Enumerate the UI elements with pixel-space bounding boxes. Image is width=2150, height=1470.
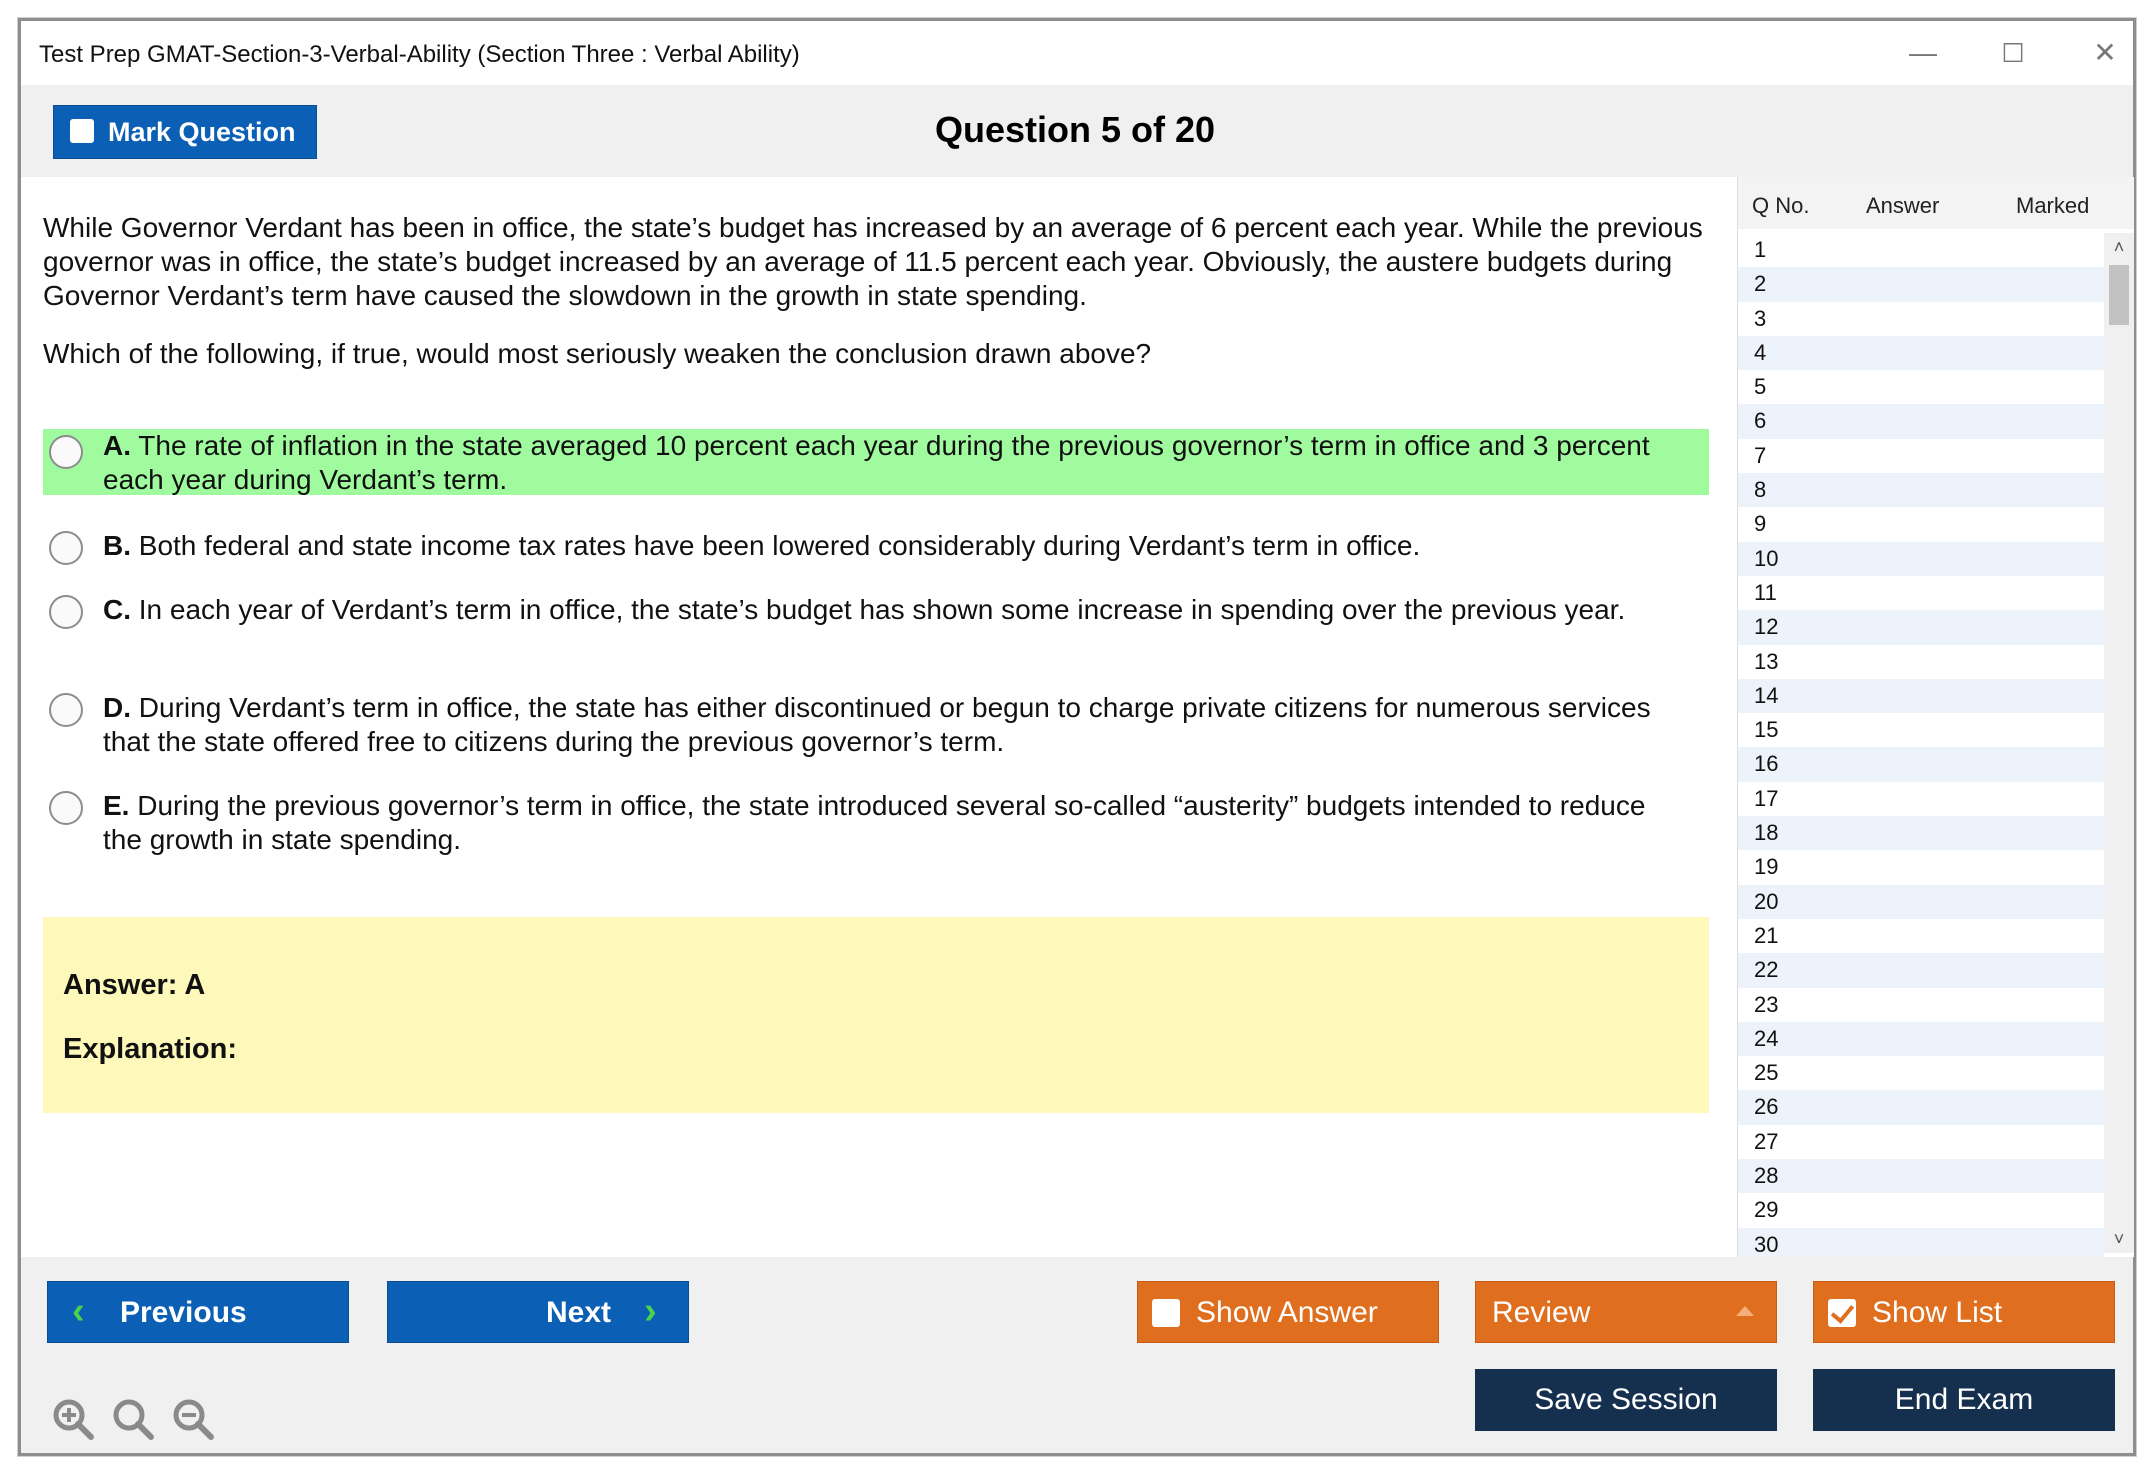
show-list-button[interactable]	[1813, 1281, 2115, 1343]
radio-option-e[interactable]	[49, 791, 83, 825]
question-number: 17	[1754, 785, 1779, 811]
radio-option-d[interactable]	[49, 693, 83, 727]
scroll-up-icon[interactable]: ˄	[2113, 237, 2125, 257]
show-answer-label: Show Answer	[1196, 1296, 1378, 1329]
app-window	[18, 18, 2136, 1456]
question-list-row[interactable]	[1738, 1090, 2104, 1124]
question-number: 22	[1754, 957, 1779, 983]
question-number: 5	[1754, 374, 1767, 400]
question-list-row[interactable]	[1738, 782, 2104, 816]
question-list-row[interactable]	[1738, 370, 2104, 404]
chevron-right-icon: ›	[644, 1290, 657, 1332]
save-session-button[interactable]	[1475, 1369, 1777, 1431]
question-list-row[interactable]	[1738, 816, 2104, 850]
question-number: 15	[1754, 717, 1779, 743]
question-list-row[interactable]	[1738, 679, 2104, 713]
question-number: 20	[1754, 888, 1779, 914]
chevron-left-icon: ‹	[72, 1290, 85, 1332]
question-prompt: Which of the following, if true, would most seriously weaken the conclusion drawn above?	[43, 338, 1152, 369]
maximize-icon[interactable]: ☐	[2001, 38, 2025, 68]
question-number: 6	[1754, 408, 1767, 434]
question-number: 21	[1754, 922, 1779, 948]
question-number: 12	[1754, 614, 1779, 640]
question-list-row[interactable]	[1738, 439, 2104, 473]
question-number: 26	[1754, 1094, 1779, 1120]
show-answer-button[interactable]	[1137, 1281, 1439, 1343]
option-a-text: The rate of inflation in the state averaged 10 percent each year during the previous governor’s term in office and 3 percent each year during Verdant’s term.	[103, 430, 1650, 495]
question-number: 14	[1754, 682, 1779, 708]
question-number: 10	[1754, 545, 1779, 571]
column-answer[interactable]: Answer	[1866, 193, 1940, 218]
zoom-in-icon[interactable]	[51, 1397, 95, 1441]
option-c-letter: C.	[103, 594, 131, 625]
question-number: 16	[1754, 751, 1779, 777]
question-number: 2	[1754, 271, 1767, 297]
option-d[interactable]	[43, 691, 1709, 761]
option-b[interactable]	[43, 529, 1709, 569]
minimize-icon[interactable]: —	[1909, 37, 1937, 68]
option-d-text: During Verdant’s term in office, the state has either discontinued or begun to charge private citizens for numerous services that the state offered free to citizens during the previous governor’s term.	[103, 692, 1651, 757]
question-list-header	[1738, 177, 2134, 229]
question-number: 9	[1754, 511, 1767, 537]
question-number: 27	[1754, 1128, 1779, 1154]
question-number: 1	[1754, 237, 1767, 262]
question-list	[1738, 233, 2104, 1262]
question-number: 30	[1754, 1231, 1779, 1257]
option-e-letter: E.	[103, 790, 130, 821]
question-number: 18	[1754, 820, 1779, 846]
question-number: 8	[1754, 477, 1767, 503]
question-list-scrollbar[interactable]	[2104, 233, 2134, 1253]
option-a[interactable]	[43, 429, 1709, 495]
question-list-row[interactable]	[1738, 404, 2104, 438]
question-number: 4	[1754, 339, 1767, 365]
mark-question-label: Mark Question	[108, 117, 296, 147]
question-number: 23	[1754, 991, 1779, 1017]
option-e-text: During the previous governor’s term in office, the state introduced several so-called “austerity” budgets intended to reduce the growth in state spending.	[103, 790, 1646, 855]
window-title: Test Prep GMAT-Section-3-Verbal-Ability (Section Three : Verbal Ability)	[39, 41, 800, 68]
question-list-row[interactable]	[1738, 747, 2104, 781]
question-stem: While Governor Verdant has been in office, the state’s budget has increased by an average of 6 percent each year. While the previous governor was in office, the state’s budget increased by an average of 11.5 percent each year. Obviously, the austere budgets during Governor Verdant’s term have caused the slowdown in the growth in state spending.	[43, 212, 1703, 311]
question-number: 25	[1754, 1060, 1779, 1086]
next-button[interactable]	[387, 1281, 689, 1343]
question-number: 29	[1754, 1197, 1779, 1223]
review-label: Review	[1492, 1296, 1591, 1329]
save-session-label: Save Session	[1534, 1383, 1718, 1416]
question-list-row[interactable]	[1738, 885, 2104, 919]
explanation-label: Explanation:	[63, 1033, 238, 1065]
question-list-row[interactable]	[1738, 850, 2104, 884]
next-label: Next	[546, 1296, 612, 1329]
answer-text: Answer: A	[63, 969, 206, 1001]
question-list-panel	[1737, 177, 2134, 1257]
question-list-row[interactable]	[1738, 953, 2104, 987]
question-list-row[interactable]	[1738, 919, 2104, 953]
option-c-text: In each year of Verdant’s term in office, the state’s budget has shown some increase in spending over the previous year.	[138, 594, 1626, 625]
option-a-letter: A.	[103, 430, 131, 461]
end-exam-label: End Exam	[1894, 1383, 2034, 1416]
question-number: 28	[1754, 1163, 1779, 1189]
question-list-row[interactable]	[1738, 610, 2104, 644]
question-list-row[interactable]	[1738, 302, 2104, 336]
answer-panel	[43, 917, 1709, 1113]
mark-checkbox-icon[interactable]	[70, 119, 94, 143]
question-number: 11	[1754, 579, 1777, 605]
show-list-label: Show List	[1872, 1296, 2003, 1329]
previous-button[interactable]	[47, 1281, 349, 1343]
show-answer-checkbox-icon[interactable]	[1152, 1299, 1180, 1327]
question-list-row[interactable]	[1738, 713, 2104, 747]
option-c[interactable]	[43, 593, 1709, 663]
title-bar	[21, 21, 2133, 85]
review-button[interactable]	[1475, 1281, 1777, 1343]
question-list-row[interactable]	[1738, 1193, 2104, 1227]
question-number: 19	[1754, 854, 1779, 880]
column-qno[interactable]: Q No.	[1752, 193, 1810, 218]
question-header	[21, 85, 2133, 177]
question-counter: Question 5 of 20	[934, 109, 1216, 150]
previous-label: Previous	[120, 1296, 247, 1329]
question-list-row[interactable]	[1738, 1125, 2104, 1159]
question-list-row[interactable]	[1738, 336, 2104, 370]
zoom-reset-icon[interactable]	[111, 1397, 155, 1441]
question-list-row[interactable]	[1738, 233, 2104, 267]
radio-option-c[interactable]	[49, 595, 83, 629]
question-list-row[interactable]	[1738, 1159, 2104, 1193]
scroll-thumb[interactable]	[2109, 265, 2129, 325]
zoom-out-icon[interactable]	[171, 1397, 215, 1441]
question-list-row[interactable]	[1738, 1022, 2104, 1056]
option-e[interactable]	[43, 789, 1709, 859]
question-list-row[interactable]	[1738, 645, 2104, 679]
end-exam-button[interactable]	[1813, 1369, 2115, 1431]
question-list-row[interactable]	[1738, 267, 2104, 301]
option-b-text: Both federal and state income tax rates have been lowered considerably during Verdant’s term in office.	[138, 530, 1421, 561]
show-list-checkbox-icon[interactable]	[1828, 1299, 1856, 1327]
scroll-down-icon[interactable]: ˅	[2113, 1229, 2125, 1249]
question-number: 7	[1754, 442, 1767, 468]
column-marked[interactable]: Marked	[2016, 193, 2090, 218]
question-list-row[interactable]	[1738, 542, 2104, 576]
question-list-row[interactable]	[1738, 988, 2104, 1022]
option-b-letter: B.	[103, 530, 131, 561]
mark-question-button[interactable]	[53, 105, 317, 159]
radio-option-a[interactable]	[49, 435, 83, 469]
question-number: 3	[1754, 305, 1767, 331]
close-icon[interactable]: ✕	[2093, 37, 2117, 68]
question-number: 13	[1754, 648, 1779, 674]
question-number: 24	[1754, 1025, 1779, 1051]
question-list-row[interactable]	[1738, 473, 2104, 507]
question-area	[21, 177, 1737, 1257]
radio-option-b[interactable]	[49, 531, 83, 565]
footer-toolbar	[21, 1257, 2133, 1453]
question-list-row[interactable]	[1738, 1056, 2104, 1090]
triangle-up-icon	[1736, 1306, 1754, 1316]
question-list-row[interactable]	[1738, 576, 2104, 610]
option-d-letter: D.	[103, 692, 131, 723]
question-list-row[interactable]	[1738, 507, 2104, 541]
